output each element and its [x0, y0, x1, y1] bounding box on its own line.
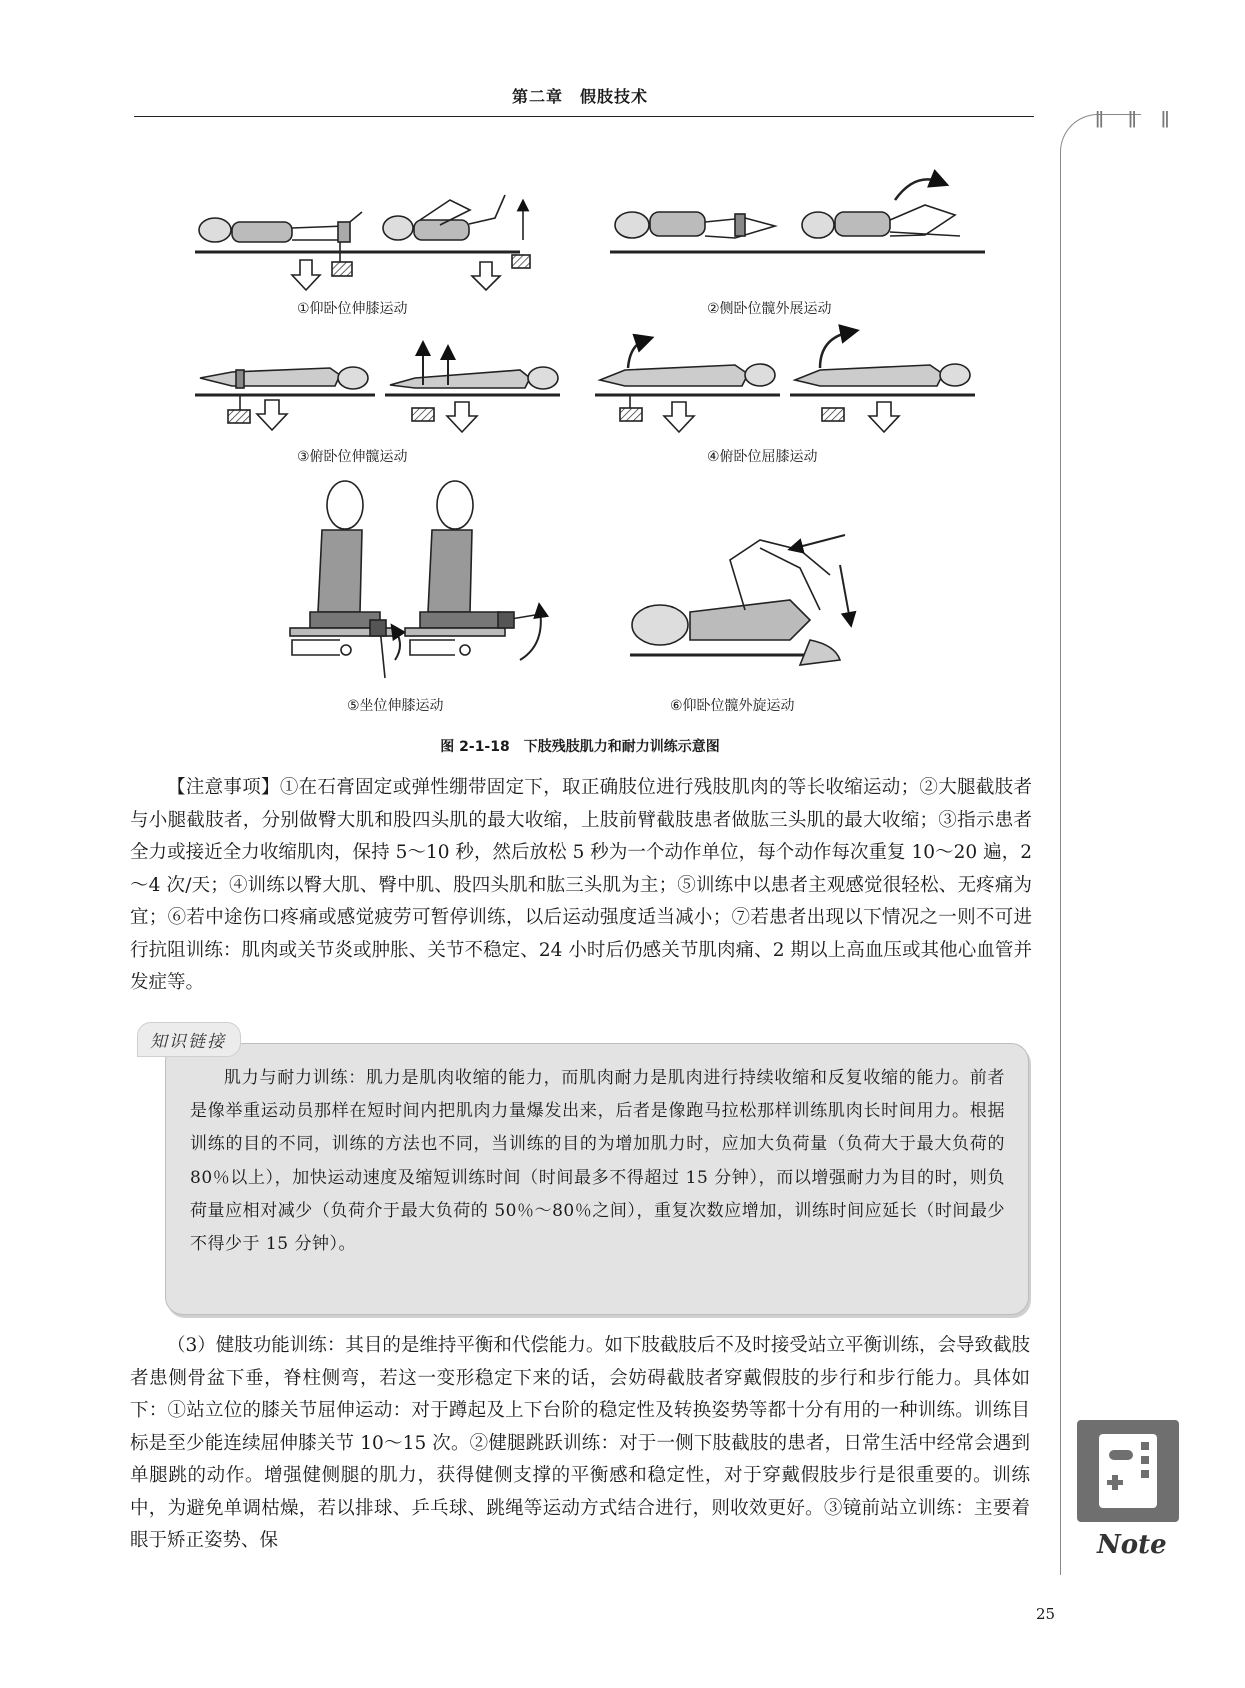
panel-6-illustration — [630, 535, 850, 665]
panel-6-caption: ⑥仰卧位髋外旋运动 — [670, 698, 795, 714]
panel-4-caption: ④俯卧位屈膝运动 — [707, 449, 818, 465]
training-illustrations — [0, 0, 1245, 760]
precautions-paragraph: 【注意事项】①在石膏固定或弹性绷带固定下，取正确肢位进行残肢肌肉的等长收缩运动；②大腿截肢者与小腿截肢者，分别做臀大肌和股四头肌的最大收缩，上肢前臂截肢患者做肱三头肌的最大收缩；③指示患者全力或接近全力收缩肌肉，保持 5～10 秒，然后放松 5 秒为一个动作单位，每个动作每次重复 10～20 遍，2～4 次/天；④训练以臀大肌、臀中肌、股四头肌和肱三头肌为主；⑤训练中以患者主观感觉很轻松、无疼痛为宜；⑥若中途伤口疼痛或感觉疲劳可暂停训练，以后运动强度适当减小；⑦若患者出现以下情况之一则不可进行抗阻训练：肌肉或关节炎或肿胀、关节不稳定、24 小时后仍感关节肌肉痛、2 期以上高血压或其他心血管并发症等。 — [130, 777, 1032, 993]
figure-caption: 图 2-1-18 下肢残肢肌力和耐力训练示意图 — [440, 739, 720, 755]
note-icon — [1077, 1420, 1179, 1522]
knowledge-link-label: 知识链接 — [137, 1022, 241, 1057]
note-label: Note — [1097, 1530, 1167, 1560]
panel-2-caption: ②侧卧位髋外展运动 — [707, 301, 832, 317]
panel-2-illustration — [610, 179, 985, 252]
panel-5-illustration — [290, 481, 541, 678]
panel-3-illustration — [195, 348, 560, 432]
panel-1-caption: ①仰卧位伸膝运动 — [297, 301, 408, 317]
margin-tab-marks: ǁ ǁ ǁ — [1095, 108, 1173, 129]
panel-3-caption: ③俯卧位伸髋运动 — [297, 449, 408, 465]
panel-4-illustration — [595, 332, 975, 432]
chapter-header: 第二章 假肢技术 — [511, 87, 648, 106]
page-number: 25 — [1036, 1605, 1056, 1623]
panel-5-caption: ⑤坐位伸膝运动 — [347, 698, 444, 714]
knowledge-link-text: 肌力与耐力训练：肌力是肌肉收缩的能力，而肌肉耐力是肌肉进行持续收缩和反复收缩的能力。前者是像举重运动员那样在短时间内把肌肉力量爆发出来，后者是像跑马拉松那样训练肌肉长时间用力。根据训练的目的不同，训练的方法也不同，当训练的目的为增加肌力时，应加大负荷量（负荷大于最大负荷的 80％以上），加快运动速度及缩短训练时间（时间最多不得超过 15 分钟），而以增强耐力为目的时，则负荷量应相对减少（负荷介于最大负荷的 50％～80％之间），重复次数应增加，训练时间应延长（时间最少不得少于 15 分钟）。 — [190, 1068, 1005, 1255]
section-3-paragraph: （3）健肢功能训练：其目的是维持平衡和代偿能力。如下肢截肢后不及时接受站立平衡训练，会导致截肢者患侧骨盆下垂，脊柱侧弯，若这一变形稳定下来的话，会妨碍截肢者穿戴假肢的步行和步行能力。具体如下：①站立位的膝关节屈伸运动：对于蹲起及上下台阶的稳定性及转换姿势等都十分有用的一种训练。训练目标是至少能连续屈伸膝关节 10～15 次。②健腿跳跃训练：对于一侧下肢截肢的患者，日常生活中经常会遇到单腿跳的动作。增强健侧腿的肌力，获得健侧支撑的平衡感和稳定性，对于穿戴假肢步行是很重要的。训练中，为避免单调枯燥，若以排球、乒乓球、跳绳等运动方式结合进行，则收效更好。③镜前站立训练：主要着眼于矫正姿势、保 — [130, 1335, 1030, 1551]
panel-1-illustration — [195, 195, 530, 290]
